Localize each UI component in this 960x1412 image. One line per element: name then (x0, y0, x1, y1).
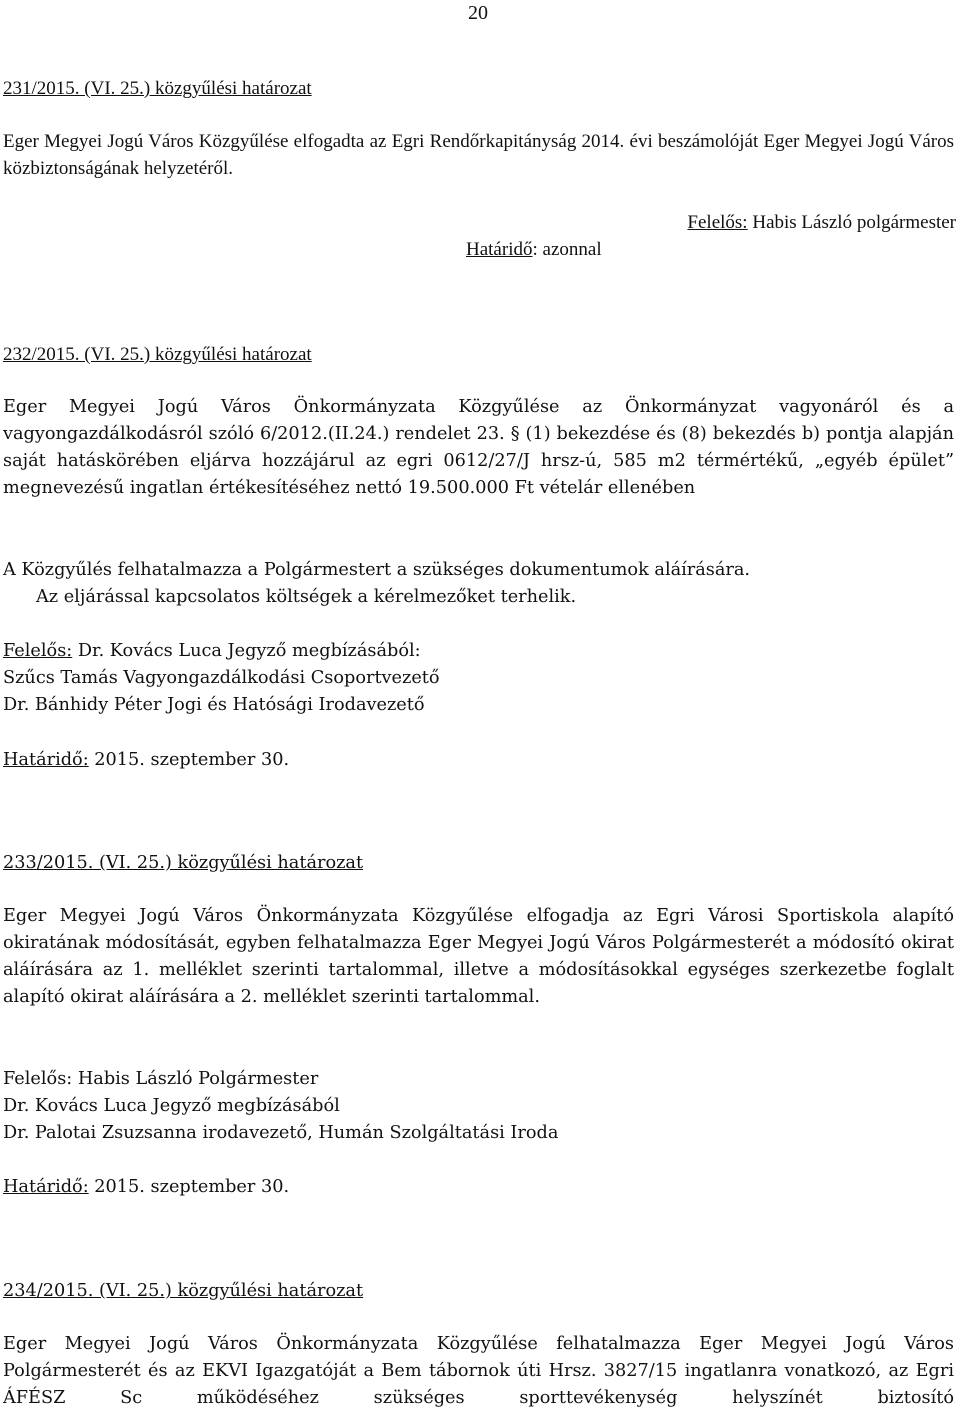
resolution-232-body: Eger Megyei Jogú Város Önkormányzata Közgyűlése az Önkormányzat vagyonáról és a vagyongazdálkodásról szóló 6/2012.(II.24.) rendelet 23. § (1) bekezdése és (8) bekezdés b) pontja alapján saját hatáskörében eljárva hozzájárul az egri 0612/27/J hrsz-ú, 585 m2 térmértékű, „egyéb épület” megnevezésű ingatlan értékesítéséhez nettó 19.500.000 Ft vételár ellenében (3, 397, 954, 498)
felelos-value: Dr. Kovács Luca Jegyző megbízásából: (72, 641, 421, 661)
resolution-232-line2: Az eljárással kapcsolatos költségek a kérelmezőket terhelik. (36, 587, 577, 607)
resolution-231-felelos (3, 209, 956, 236)
resolution-232-heading: 232/2015. (VI. 25.) közgyűlési határozat (3, 344, 312, 365)
resolution-233-hatarido (3, 1174, 954, 1201)
resolution-234-body: Eger Megyei Jogú Város Önkormányzata Közgyűlése felhatalmazza Eger Megyei Jogú Város Polgármesterét és az EKVI Igazgatóját a Bem tábornok úti Hrsz. 3827/15 ingatlanra vonatkozó, az Egri ÁFÉSZ Sc működéséhez szükséges sporttevékenység helyszínét biztosító (3, 1334, 954, 1408)
hatarido-value: : azonnal (532, 239, 602, 260)
felelos-label: Felelős: (3, 641, 73, 661)
felelos-label: Felelős: (687, 212, 748, 233)
resolution-232-line1: A Közgyűlés felhatalmazza a Polgármestert a szükséges dokumentumok aláírására. (3, 560, 751, 580)
resolution-232-felelos (3, 638, 954, 665)
resolution-233-heading: 233/2015. (VI. 25.) közgyűlési határozat (3, 853, 364, 873)
resolution-232-resp2: Szűcs Tamás Vagyongazdálkodási Csoportvezető (3, 668, 440, 688)
resolution-233-resp1: Felelős: Habis László Polgármester (3, 1069, 319, 1089)
hatarido-label: Határidő (466, 239, 533, 260)
resolution-232-hatarido (3, 747, 954, 774)
resolution-233-body: Eger Megyei Jogú Város Önkormányzata Közgyűlése elfogadja az Egri Városi Sportiskola alapító okiratának módosítását, egyben felhatalmazza Eger Megyei Jogú Város Polgármesterét a módosító okirat aláírására az 1. melléklet szerinti tartalommal, illetve a módosításokkal egységes szerkezetbe foglalt alapító okirat aláírására a 2. melléklet szerinti tartalommal. (3, 906, 954, 1007)
hatarido-label: Határidő: (3, 1177, 89, 1197)
page-number: 20 (468, 2, 488, 24)
hatarido-label: Határidő: (3, 750, 89, 770)
resolution-232-resp3: Dr. Bánhidy Péter Jogi és Hatósági Irodavezető (3, 695, 425, 715)
resolution-233-resp2: Dr. Kovács Luca Jegyző megbízásából (3, 1096, 340, 1116)
felelos-value: Habis László polgármester (747, 212, 956, 233)
resolution-231-heading: 231/2015. (VI. 25.) közgyűlési határozat (3, 78, 312, 99)
resolution-234-heading: 234/2015. (VI. 25.) közgyűlési határozat (3, 1281, 364, 1301)
resolution-231-body: Eger Megyei Jogú Város Közgyűlése elfogadta az Egri Rendőrkapitányság 2014. évi beszámolóját Eger Megyei Jogú Város közbiztonságának helyzetéről. (3, 131, 954, 179)
hatarido-value: 2015. szeptember 30. (88, 750, 290, 770)
hatarido-value: 2015. szeptember 30. (88, 1177, 290, 1197)
resolution-231-hatarido (466, 236, 954, 263)
resolution-233-resp3: Dr. Palotai Zsuzsanna irodavezető, Humán Szolgáltatási Iroda (3, 1123, 559, 1143)
